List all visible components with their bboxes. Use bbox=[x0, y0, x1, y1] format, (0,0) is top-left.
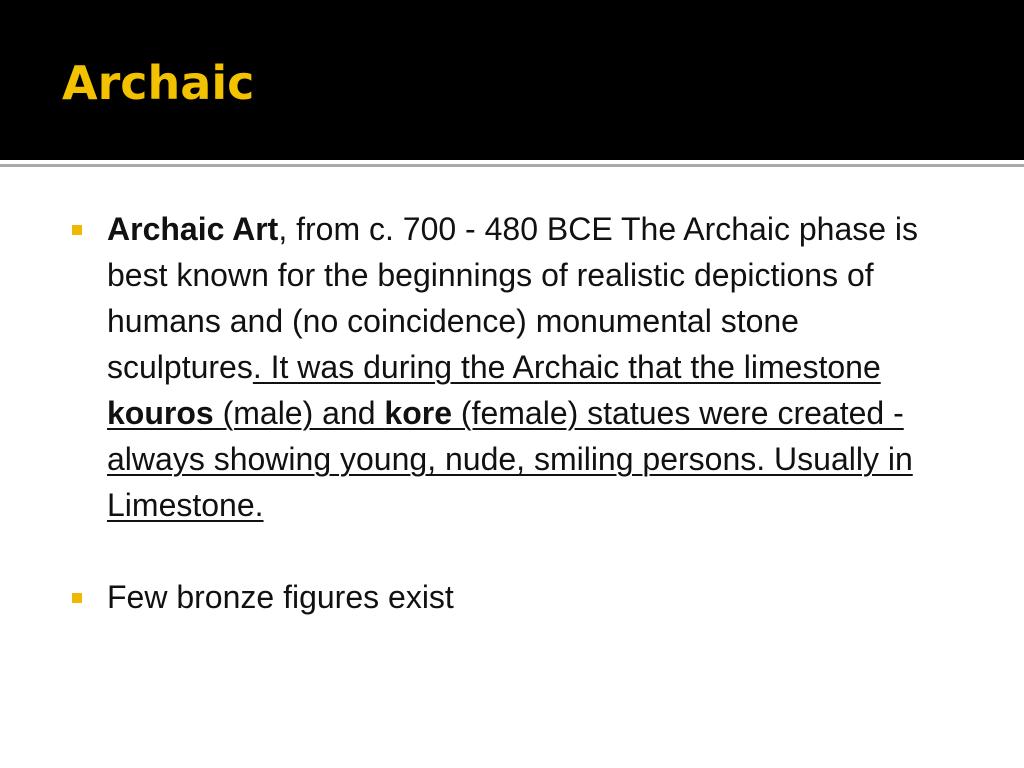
title-divider bbox=[0, 164, 1024, 167]
archaic-underlined-tail: (female) statues were created - always showing young, nude, smiling persons. Usually in Limestone. bbox=[107, 395, 913, 523]
archaic-intro-text: , from c. 700 - 480 BCE The Archaic phase is best known for the beginnings of realistic depictions of humans and (no coincidence) monumental stone sculptures bbox=[107, 211, 919, 385]
bronze-figures-text: Few bronze figures exist bbox=[107, 579, 454, 615]
term-kouros: kouros bbox=[107, 395, 223, 431]
slide-title: Archaic bbox=[62, 56, 255, 110]
square-bullet-icon bbox=[72, 225, 82, 235]
bullet-item-bronze bbox=[72, 574, 952, 620]
archaic-male-text: (male) and bbox=[222, 395, 385, 431]
term-kore: kore bbox=[384, 395, 453, 431]
slide-body bbox=[72, 206, 952, 620]
archaic-underlined-lead: . It was during the Archaic that the limestone bbox=[252, 349, 881, 385]
bullet-item-archaic-art bbox=[72, 206, 952, 528]
square-bullet-icon bbox=[72, 593, 82, 603]
title-bar bbox=[0, 0, 1024, 160]
term-archaic-art: Archaic Art bbox=[107, 211, 279, 247]
